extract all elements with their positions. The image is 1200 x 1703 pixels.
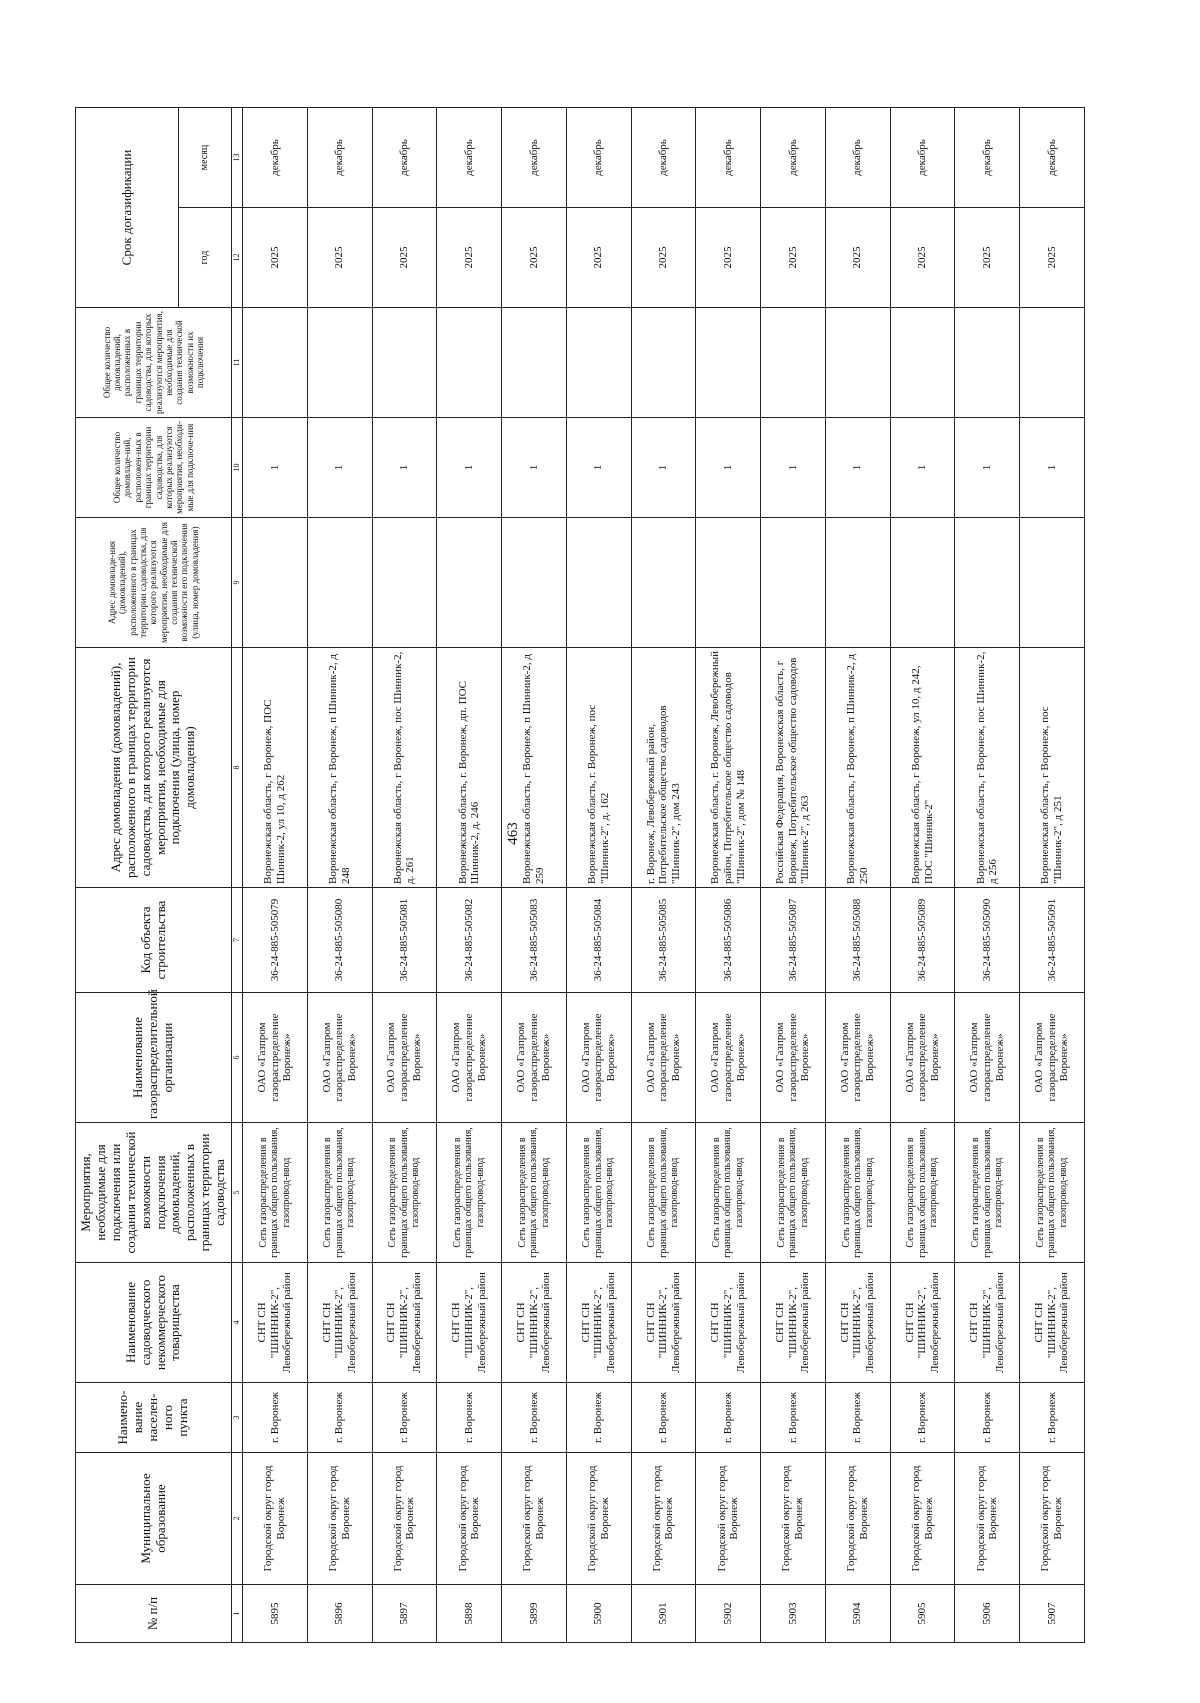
count-cell: 1 [437,418,502,518]
municipality-cell: Городской округ город Воронеж [372,1453,437,1585]
header-term: Срок догазификации [76,108,179,308]
municipality-cell: Городской округ город Воронеж [1020,1453,1085,1585]
municipality-cell: Городской округ город Воронеж [761,1453,826,1585]
municipality-cell: Городской округ город Воронеж [502,1453,567,1585]
gas-org-cell: ОАО «Газпром газораспределение Воронеж» [890,993,955,1123]
header-settlement: Наимено-вание населен-ного пункта [76,1383,232,1453]
year-cell: 2025 [761,208,826,308]
month-cell: декабрь [437,108,502,208]
count-cell: 1 [761,418,826,518]
count-tech-cell [307,308,372,418]
object-code-cell: 36-24-885-505090 [955,888,1020,993]
settlement-cell: г. Воронеж [890,1383,955,1453]
count-tech-cell [696,308,761,418]
count-tech-cell [825,308,890,418]
address-cell: Воронежская область, г Воронеж, пос Шинник-2, д 256 [955,648,1020,888]
col-number: 7 [232,888,243,993]
snt-cell: СНТ СН "ШИННИК-2", Левобережный район [955,1263,1020,1383]
municipality-cell: Городской округ город Воронеж [825,1453,890,1585]
col-number: 2 [232,1453,243,1585]
table-row [1020,108,1085,1643]
year-cell: 2025 [566,208,631,308]
table-row [307,108,372,1643]
snt-cell: СНТ СН "ШИННИК-2", Левобережный район [307,1263,372,1383]
object-code-cell: 36-24-885-505083 [502,888,567,993]
count-tech-cell [761,308,826,418]
gas-org-cell: ОАО «Газпром газораспределение Воронеж» [1020,993,1085,1123]
year-cell: 2025 [696,208,761,308]
table-row [437,108,502,1643]
count-cell: 1 [372,418,437,518]
table-row [243,108,308,1643]
address-tech-cell [1020,518,1085,648]
object-code-cell: 36-24-885-505088 [825,888,890,993]
object-code-cell: 36-24-885-505085 [631,888,696,993]
measures-cell: Сеть газораспределения в границах общего пользования, газопровод-ввод [243,1123,308,1263]
object-code-cell: 36-24-885-505091 [1020,888,1085,993]
header-address: Адрес домовладения (домовладений), расположенного в границах территории садоводства, для которого реализуются мероприятия, необходимые для подключения (улица, номер домовладения) [76,648,232,888]
object-code-cell: 36-24-885-505082 [437,888,502,993]
header-month: месяц [179,108,232,208]
month-cell: декабрь [696,108,761,208]
month-cell: декабрь [502,108,567,208]
municipality-cell: Городской округ город Воронеж [631,1453,696,1585]
object-code-cell: 36-24-885-505080 [307,888,372,993]
municipality-cell: Городской округ город Воронеж [566,1453,631,1585]
address-cell: Воронежская область, г Воронеж, п Шинник-2, д 248 [307,648,372,888]
count-tech-cell [502,308,567,418]
object-code-cell: 36-24-885-505086 [696,888,761,993]
snt-cell: СНТ СН "ШИННИК-2", Левобережный район [502,1263,567,1383]
address-tech-cell [696,518,761,648]
municipality-cell: Городской округ город Воронеж [955,1453,1020,1585]
address-cell: Российская Федерация, Воронежская область, г Воронеж, Потребительское общество садоводов "Шинник-2", д 263 [761,648,826,888]
table-row [631,108,696,1643]
address-tech-cell [437,518,502,648]
table-row [372,108,437,1643]
table-row [825,108,890,1643]
year-cell: 2025 [307,208,372,308]
row-number: 5902 [696,1585,761,1643]
settlement-cell: г. Воронеж [566,1383,631,1453]
settlement-cell: г. Воронеж [761,1383,826,1453]
settlement-cell: г. Воронеж [502,1383,567,1453]
row-number: 5904 [825,1585,890,1643]
row-number: 5907 [1020,1585,1085,1643]
year-cell: 2025 [1020,208,1085,308]
header-measures: Мероприятия, необходимые для подключения или создания технической возможности подключения домовладений, расположенных в границах территории садоводства [76,1123,232,1263]
gas-org-cell: ОАО «Газпром газораспределение Воронеж» [696,993,761,1123]
address-cell: Воронежская область, г Воронеж, ул 10, д 242, ПОС "Шинник-2" [890,648,955,888]
month-cell: декабрь [890,108,955,208]
table-row [761,108,826,1643]
measures-cell: Сеть газораспределения в границах общего пользования, газопровод-ввод [761,1123,826,1263]
count-tech-cell [437,308,502,418]
address-tech-cell [890,518,955,648]
gas-org-cell: ОАО «Газпром газораспределение Воронеж» [825,993,890,1123]
settlement-cell: г. Воронеж [696,1383,761,1453]
table-row [890,108,955,1643]
row-number: 5905 [890,1585,955,1643]
col-number: 1 [232,1585,243,1643]
count-tech-cell [243,308,308,418]
address-cell: Воронежская область, г. Воронеж, Левобережный район, Потребительское общество садоводов "Шинник-2", дом № 148 [696,648,761,888]
gas-org-cell: ОАО «Газпром газораспределение Воронеж» [243,993,308,1123]
count-tech-cell [955,308,1020,418]
col-number: 4 [232,1263,243,1383]
gas-org-cell: ОАО «Газпром газораспределение Воронеж» [631,993,696,1123]
year-cell: 2025 [955,208,1020,308]
gas-org-cell: ОАО «Газпром газораспределение Воронеж» [761,993,826,1123]
month-cell: декабрь [631,108,696,208]
object-code-cell: 36-24-885-505084 [566,888,631,993]
snt-cell: СНТ СН "ШИННИК-2", Левобережный район [890,1263,955,1383]
page-number: 463 [504,822,521,845]
address-cell: Воронежская область, г Воронеж, п Шинник-2, д 259 [502,648,567,888]
month-cell: декабрь [307,108,372,208]
year-cell: 2025 [502,208,567,308]
header-num: № п/п [76,1585,232,1643]
header-year: год [179,208,232,308]
row-number: 5901 [631,1585,696,1643]
year-cell: 2025 [825,208,890,308]
rotated-table-wrapper [75,108,1085,1643]
settlement-cell: г. Воронеж [825,1383,890,1453]
object-code-cell: 36-24-885-505089 [890,888,955,993]
address-cell: г. Воронеж, Левобережный район, Потребительское общество садоводов "Шинник-2", дом 243 [631,648,696,888]
header-count-tech: Общее количество домовладений, расположенных в границах территории садоводства, для которых реализуются мероприятия, необходимые для создания технической возможности их подключения [76,308,232,418]
municipality-cell: Городской округ город Воронеж [307,1453,372,1585]
measures-cell: Сеть газораспределения в границах общего пользования, газопровод-ввод [696,1123,761,1263]
year-cell: 2025 [437,208,502,308]
row-number: 5900 [566,1585,631,1643]
address-cell: Воронежская область, г. Воронеж, пос "Шинник-2", д. 162 [566,648,631,888]
count-cell: 1 [825,418,890,518]
count-tech-cell [372,308,437,418]
month-cell: декабрь [566,108,631,208]
address-tech-cell [955,518,1020,648]
row-number: 5896 [307,1585,372,1643]
year-cell: 2025 [890,208,955,308]
snt-cell: СНТ СН "ШИННИК-2", Левобережный район [566,1263,631,1383]
address-tech-cell [631,518,696,648]
count-tech-cell [566,308,631,418]
gas-org-cell: ОАО «Газпром газораспределение Воронеж» [372,993,437,1123]
col-number: 12 [232,208,243,308]
address-tech-cell [372,518,437,648]
col-number: 6 [232,993,243,1123]
snt-cell: СНТ СН "ШИННИК-2", Левобережный район [437,1263,502,1383]
address-tech-cell [307,518,372,648]
snt-cell: СНТ СН "ШИННИК-2", Левобережный район [372,1263,437,1383]
gas-org-cell: ОАО «Газпром газораспределение Воронеж» [566,993,631,1123]
address-tech-cell [502,518,567,648]
settlement-cell: г. Воронеж [631,1383,696,1453]
municipality-cell: Городской округ город Воронеж [437,1453,502,1585]
col-number: 5 [232,1123,243,1263]
month-cell: декабрь [1020,108,1085,208]
row-number: 5903 [761,1585,826,1643]
gas-org-cell: ОАО «Газпром газораспределение Воронеж» [307,993,372,1123]
municipality-cell: Городской округ город Воронеж [696,1453,761,1585]
snt-cell: СНТ СН "ШИННИК-2", Левобережный район [825,1263,890,1383]
table-row [696,108,761,1643]
address-tech-cell [243,518,308,648]
header-snt: Наименование садоводческого некоммерческого товарищества [76,1263,232,1383]
count-cell: 1 [890,418,955,518]
header-row [76,108,179,1643]
count-cell: 1 [631,418,696,518]
column-numbers-row [232,108,243,1643]
measures-cell: Сеть газораспределения в границах общего пользования, газопровод-ввод [825,1123,890,1263]
row-number: 5906 [955,1585,1020,1643]
settlement-cell: г. Воронеж [307,1383,372,1453]
row-number: 5897 [372,1585,437,1643]
table-row [502,108,567,1643]
measures-cell: Сеть газораспределения в границах общего пользования, газопровод-ввод [631,1123,696,1263]
count-cell: 1 [566,418,631,518]
header-object-code: Код объекта строительства [76,888,232,993]
settlement-cell: г. Воронеж [955,1383,1020,1453]
col-number: 11 [232,308,243,418]
count-cell: 1 [502,418,567,518]
snt-cell: СНТ СН "ШИННИК-2", Левобережный район [1020,1263,1085,1383]
address-tech-cell [566,518,631,648]
row-number: 5895 [243,1585,308,1643]
row-number: 5898 [437,1585,502,1643]
count-cell: 1 [1020,418,1085,518]
gasification-table [75,107,1085,1643]
month-cell: декабрь [243,108,308,208]
municipality-cell: Городской округ город Воронеж [243,1453,308,1585]
snt-cell: СНТ СН "ШИННИК-2", Левобережный район [761,1263,826,1383]
col-number: 10 [232,418,243,518]
col-number: 8 [232,648,243,888]
header-address-tech: Адрес домовладе-ния (домовладений), расположенного в границах территории садоводства, для которого реализуются мероприятия, необходимые для создания технической возможности его подключения (улица, номер домовладения) [76,518,232,648]
count-cell: 1 [955,418,1020,518]
count-tech-cell [631,308,696,418]
table-row [955,108,1020,1643]
address-cell: Воронежская область, г. Воронеж, дп. ПОС Шинник-2, д. 246 [437,648,502,888]
settlement-cell: г. Воронеж [1020,1383,1085,1453]
count-cell: 1 [307,418,372,518]
table-row [566,108,631,1643]
month-cell: декабрь [761,108,826,208]
settlement-cell: г. Воронеж [372,1383,437,1453]
count-cell: 1 [696,418,761,518]
address-cell: Воронежская область, г Воронеж, п Шинник-2, д 250 [825,648,890,888]
month-cell: декабрь [825,108,890,208]
address-cell: Воронежская область, г Воронеж, пос "Шинник-2", д 251 [1020,648,1085,888]
snt-cell: СНТ СН "ШИННИК-2", Левобережный район [243,1263,308,1383]
measures-cell: Сеть газораспределения в границах общего пользования, газопровод-ввод [955,1123,1020,1263]
year-cell: 2025 [372,208,437,308]
address-tech-cell [761,518,826,648]
snt-cell: СНТ СН "ШИННИК-2", Левобережный район [696,1263,761,1383]
measures-cell: Сеть газораспределения в границах общего пользования, газопровод-ввод [566,1123,631,1263]
address-cell: Воронежская область, г Воронеж, пос Шинник-2, д. 261 [372,648,437,888]
gas-org-cell: ОАО «Газпром газораспределение Воронеж» [502,993,567,1123]
object-code-cell: 36-24-885-505079 [243,888,308,993]
row-number: 5899 [502,1585,567,1643]
header-gas-org: Наименование газораспределительной организации [76,993,232,1123]
measures-cell: Сеть газораспределения в границах общего пользования, газопровод-ввод [1020,1123,1085,1263]
snt-cell: СНТ СН "ШИННИК-2", Левобережный район [631,1263,696,1383]
header-municipality: Муниципальное образование [76,1453,232,1585]
address-cell: Воронежская область, г Воронеж, ПОС Шинник-2, ул 10, д 262 [243,648,308,888]
measures-cell: Сеть газораспределения в границах общего пользования, газопровод-ввод [890,1123,955,1263]
count-tech-cell [1020,308,1085,418]
col-number: 3 [232,1383,243,1453]
object-code-cell: 36-24-885-505087 [761,888,826,993]
municipality-cell: Городской округ город Воронеж [890,1453,955,1585]
year-cell: 2025 [243,208,308,308]
col-number: 13 [232,108,243,208]
count-tech-cell [890,308,955,418]
gas-org-cell: ОАО «Газпром газораспределение Воронеж» [437,993,502,1123]
year-cell: 2025 [631,208,696,308]
month-cell: декабрь [372,108,437,208]
object-code-cell: 36-24-885-505081 [372,888,437,993]
settlement-cell: г. Воронеж [243,1383,308,1453]
col-number: 9 [232,518,243,648]
count-cell: 1 [243,418,308,518]
header-count: Общее количество домовладе-ний, расположен-ных в границах территории садоводства, для которых реализуются мероприятия, необходи-мые для подключе-ния [76,418,232,518]
settlement-cell: г. Воронеж [437,1383,502,1453]
measures-cell: Сеть газораспределения в границах общего пользования, газопровод-ввод [307,1123,372,1263]
address-tech-cell [825,518,890,648]
measures-cell: Сеть газораспределения в границах общего пользования, газопровод-ввод [372,1123,437,1263]
measures-cell: Сеть газораспределения в границах общего пользования, газопровод-ввод [502,1123,567,1263]
measures-cell: Сеть газораспределения в границах общего пользования, газопровод-ввод [437,1123,502,1263]
month-cell: декабрь [955,108,1020,208]
gas-org-cell: ОАО «Газпром газораспределение Воронеж» [955,993,1020,1123]
